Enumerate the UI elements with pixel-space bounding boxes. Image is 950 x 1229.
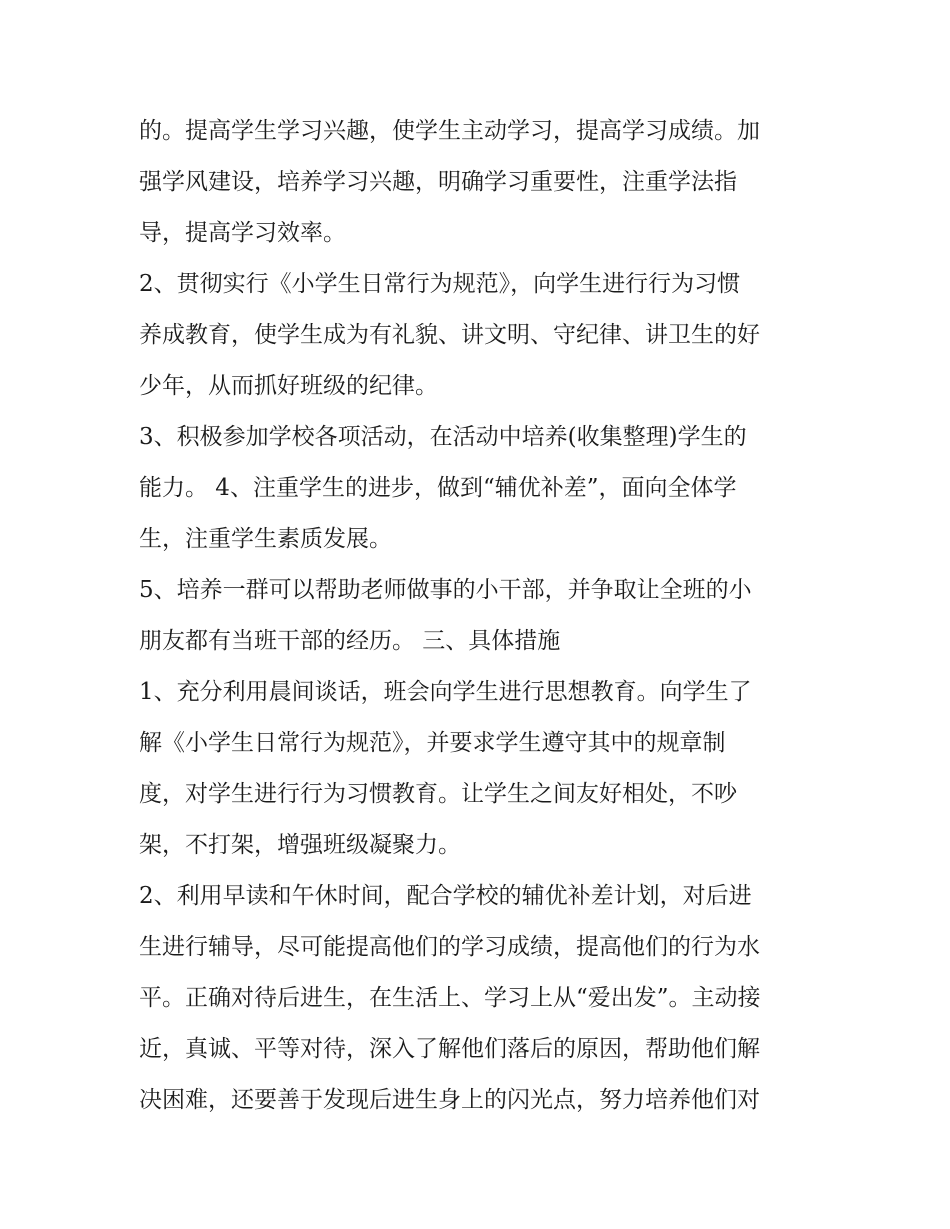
text-line: 能力。 4、注重学生的进步，做到“辅优补差”，面向全体学 (139, 475, 737, 501)
text-line: 5、培养一群可以帮助老师做事的小干部，并争取让全班的小 (139, 577, 752, 603)
text-line: 少年，从而抓好班级的纪律。 (139, 373, 438, 399)
text-line: 2、利用早读和午休时间，配合学校的辅优补差计划，对后进 (139, 883, 752, 909)
text-line: 平。正确对待后进生，在生活上、学习上从“爱出发”。主动接 (139, 985, 761, 1011)
text-line: 强学风建设，培养学习兴趣，明确学习重要性，注重学法指 (139, 169, 737, 195)
text-line: 解《小学生日常行为规范》，并要求学生遵守其中的规章制 (139, 730, 726, 756)
text-line: 朋友都有当班干部的经历。 三、具体措施 (139, 628, 561, 654)
text-line: 决困难，还要善于发现后进生身上的闪光点，努力培养他们对 (139, 1087, 760, 1113)
text-line: 导，提高学习效率。 (139, 220, 346, 246)
text-line: 架，不打架，增强班级凝聚力。 (139, 832, 461, 858)
text-line: 度，对学生进行行为习惯教育。让学生之间友好相处，不吵 (139, 781, 737, 807)
document-body (139, 106, 829, 1126)
text-line: 生进行辅导，尽可能提高他们的学习成绩，提高他们的行为水 (139, 934, 760, 960)
text-line: 2、贯彻实行《小学生日常行为规范》，向学生进行行为习惯 (139, 271, 741, 297)
text-line: 3、积极参加学校各项活动，在活动中培养(收集整理)学生的 (139, 424, 747, 450)
text-line: 生，注重学生素质发展。 (139, 526, 392, 552)
text-line: 1、充分利用晨间谈话，班会向学生进行思想教育。向学生了 (139, 679, 752, 705)
text-line: 养成教育，使学生成为有礼貌、讲文明、守纪律、讲卫生的好 (139, 322, 760, 348)
text-line: 近，真诚、平等对待，深入了解他们落后的原因，帮助他们解 (139, 1036, 760, 1062)
text-line: 的。提高学生学习兴趣，使学生主动学习，提高学习成绩。加 (139, 118, 760, 144)
